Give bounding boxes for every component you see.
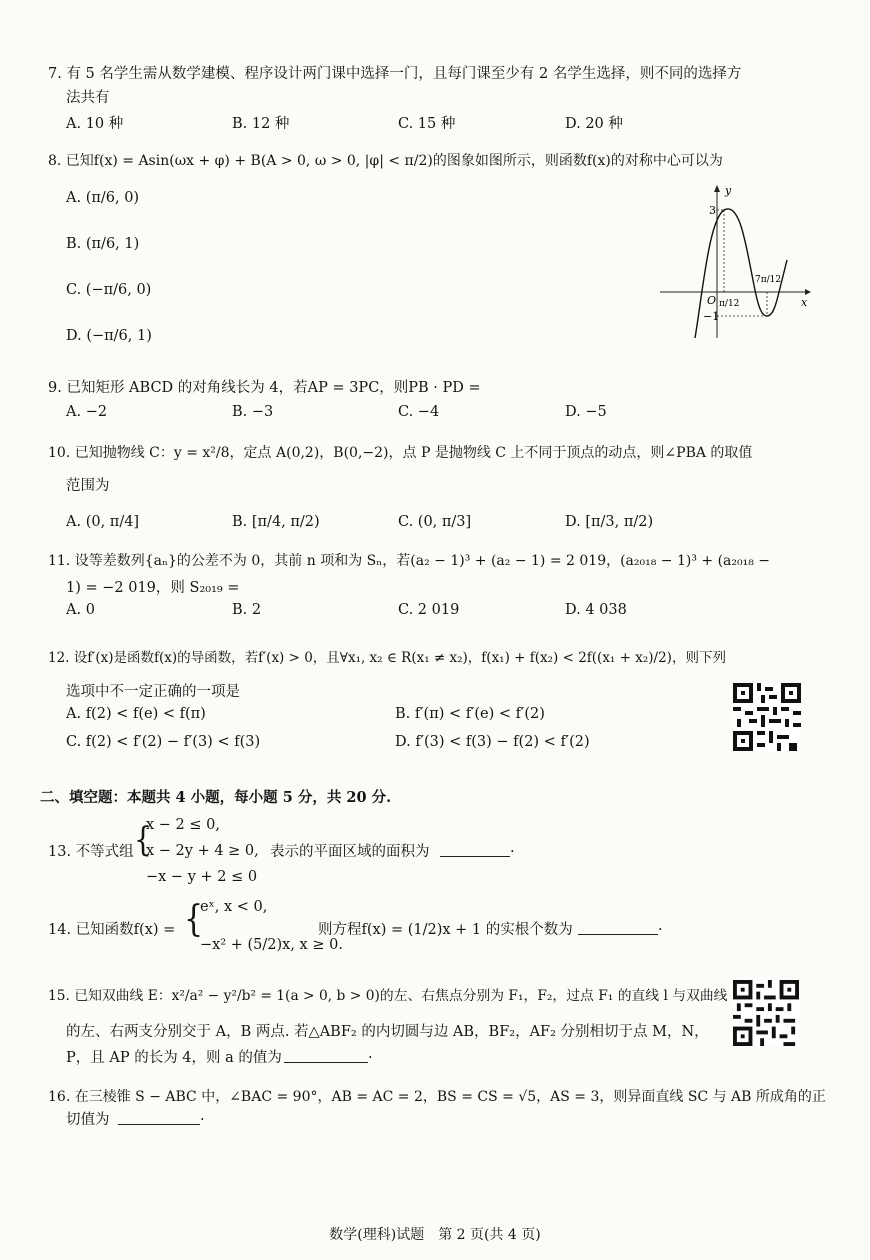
q14-prefix: 14. 已知函数f(x) = xyxy=(48,922,176,938)
q8-stem: 8. 已知f(x) = Asin(ωx + φ) + B(A > 0, ω > 0, |φ| < π/2)的图象如图所示，则函数f(x)的对称中心可以为 xyxy=(48,153,723,169)
q10-line1: 10. 已知抛物线 C：y = x²/8，定点 A(0,2)，B(0,−2)，点 P 是抛物线 C 上不同于顶点的动点，则∠PBA 的取值 xyxy=(48,445,753,461)
q11-option-b: B. 2 xyxy=(232,602,262,618)
q10-option-a: A. (0, π/4] xyxy=(66,514,140,530)
qr-code-2 xyxy=(733,980,799,1046)
q15-line3: P，且 AP 的长为 4，则 a 的值为 xyxy=(66,1050,282,1066)
q11-line1: 11. 设等差数列{aₙ}的公差不为 0，其前 n 项和为 Sₙ，若(a₂ − 1)³ + (a₂ − 1) = 2 019，(a₂₀₁₈ − 1)³ + (a₂₀₁₈ − xyxy=(48,553,771,569)
q12-option-d: D. f′(3) < f(3) − f(2) < f′(2) xyxy=(395,734,590,750)
q13-answer-blank xyxy=(440,856,510,857)
q13-prefix: 13. 不等式组 xyxy=(48,844,134,860)
q12-option-c: C. f(2) < f′(2) − f′(3) < f(3) xyxy=(66,734,261,750)
x-label: x xyxy=(801,296,808,309)
q12-option-a: A. f(2) < f(e) < f(π) xyxy=(66,706,206,722)
q14-case-1: eˣ, x < 0, xyxy=(200,899,268,915)
q15-line2: 的左、右两支分别交于 A，B 两点. 若△ABF₂ 的内切圆与边 AB，BF₂，AF₂ 分别相切于点 M，N， xyxy=(66,1024,709,1040)
q16-line1: 16. 在三棱锥 S − ABC 中，∠BAC = 90°，AB = AC = 2，BS = CS = √5，AS = 3，则异面直线 SC 与 AB 所成角的正 xyxy=(48,1089,826,1105)
q13-suffix: 表示的平面区域的面积为 xyxy=(270,844,430,860)
max-label: 3 xyxy=(709,204,716,217)
q12-option-b: B. f′(π) < f′(e) < f′(2) xyxy=(395,706,545,722)
q11-option-d: D. 4 038 xyxy=(565,602,627,618)
q15-end: . xyxy=(368,1046,373,1062)
q13-system xyxy=(146,812,259,890)
y-label: y xyxy=(725,184,732,197)
x2-label: 7π/12 xyxy=(755,275,782,285)
q8-option-d: D. (−π/6, 1) xyxy=(66,328,152,344)
q9-option-c: C. −4 xyxy=(398,404,440,420)
q15-answer-blank xyxy=(284,1062,368,1063)
q13-ineq-1: x − 2 ≤ 0, xyxy=(146,817,220,833)
y-axis-arrow xyxy=(714,185,720,192)
q12-line2: 选项中不一定正确的一项是 xyxy=(66,684,240,700)
q11-option-c: C. 2 019 xyxy=(398,602,460,618)
min-label: −1 xyxy=(703,310,720,323)
q16-end: . xyxy=(200,1108,205,1124)
q9-stem: 9. 已知矩形 ABCD 的对角线长为 4，若AP = 3PC，则PB · PD = xyxy=(48,380,481,396)
q16-line2: 切值为 xyxy=(66,1112,110,1128)
origin-label: O xyxy=(707,294,717,307)
q13-ineq-2: x − 2y + 4 ≥ 0, xyxy=(146,843,259,859)
q13-end: . xyxy=(510,840,515,856)
q14-answer-blank xyxy=(578,934,658,935)
q8-option-a: A. (π/6, 0) xyxy=(66,190,140,206)
q13-ineq-3: −x − y + 2 ≤ 0 xyxy=(146,869,258,885)
q10-option-c: C. (0, π/3] xyxy=(398,514,472,530)
x1-label: π/12 xyxy=(719,299,740,309)
q7-option-a: A. 10 种 xyxy=(66,116,124,132)
q10-option-d: D. [π/3, π/2) xyxy=(565,514,654,530)
q10-line2: 范围为 xyxy=(66,478,110,494)
qr-code-1 xyxy=(733,683,801,751)
q16-answer-blank xyxy=(118,1124,200,1125)
q13-brace: { xyxy=(134,819,152,860)
q14-brace: { xyxy=(184,898,204,941)
q7-line1: 7. 有 5 名学生需从数学建模、程序设计两门课中选择一门，且每门课至少有 2 名学生选择，则不同的选择方 xyxy=(48,66,742,82)
q7-line2: 法共有 xyxy=(66,90,110,106)
q8-option-c: C. (−π/6, 0) xyxy=(66,282,152,298)
q14-suffix: 则方程f(x) = (1/2)x + 1 的实根个数为 xyxy=(318,922,573,938)
q9-option-d: D. −5 xyxy=(565,404,607,420)
q7-option-b: B. 12 种 xyxy=(232,116,290,132)
q15-line1: 15. 已知双曲线 E：x²/a² − y²/b² = 1(a > 0, b > 0)的左、右焦点分别为 F₁，F₂，过点 F₁ 的直线 l 与双曲线 xyxy=(48,988,728,1004)
q9-option-b: B. −3 xyxy=(232,404,274,420)
q8-option-b: B. (π/6, 1) xyxy=(66,236,140,252)
page-footer: 数学(理科)试题 第 2 页(共 4 页) xyxy=(329,1227,541,1243)
x-axis-arrow xyxy=(805,289,811,295)
q14-case-2: −x² + (5/2)x, x ≥ 0. xyxy=(200,937,343,953)
q11-option-a: A. 0 xyxy=(66,602,95,618)
q8-graph xyxy=(655,180,815,340)
q11-line2: 1) = −2 019，则 S₂₀₁₉ = xyxy=(66,580,240,596)
q10-option-b: B. [π/4, π/2) xyxy=(232,514,320,530)
section-2-heading: 二、填空题：本题共 4 小题，每小题 5 分，共 20 分. xyxy=(40,789,392,806)
q14-end: . xyxy=(658,918,663,934)
q12-line1: 12. 设f′(x)是函数f(x)的导函数，若f′(x) > 0，且∀x₁, x₂ ∈ R(x₁ ≠ x₂)，f(x₁) + f(x₂) < 2f((x₁ + x₂)/2)，则下列 xyxy=(48,650,726,666)
q7-option-c: C. 15 种 xyxy=(398,116,456,132)
q7-option-d: D. 20 种 xyxy=(565,116,623,132)
q9-option-a: A. −2 xyxy=(66,404,108,420)
